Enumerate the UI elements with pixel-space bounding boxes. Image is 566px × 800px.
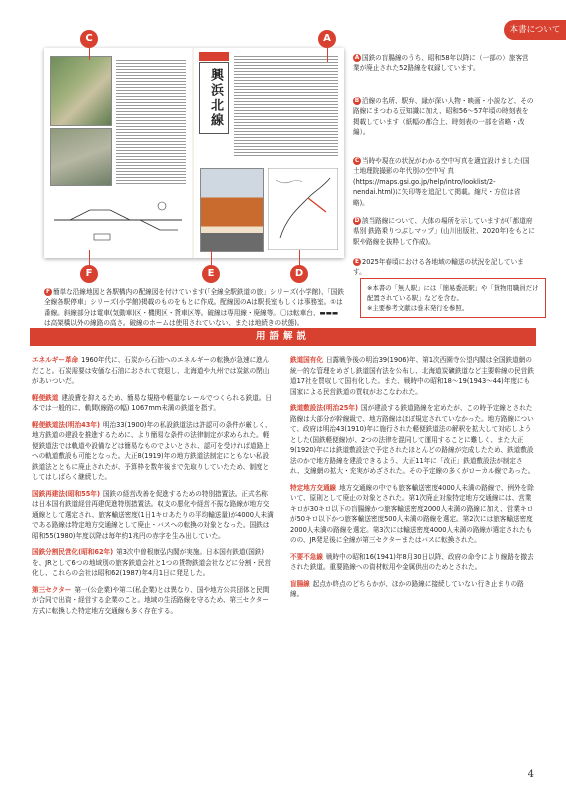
glossary-term: 特定地方交通線 — [290, 483, 337, 492]
callout-d: D — [290, 265, 308, 283]
badge-b: B — [354, 98, 360, 104]
glossary-text: 国が建設する鉄道路線を定めたが、この時予定線とされた路線は大部分が幹線級で、地方路線はほぼ規定されていなかった。地方路線について、政府は明治43(1910)年に施行された軽便鉄道法の解釈を拡大して対応しようとした(国鉄軽便線)が、2つの法律を混同して運用することに難しく、また大正9(1920)年には鉄道敷設法で予定されたほとんどの路線が完成したため、鉄道敷設法のかで地方路線を建設できるよう、大正11年に「改正」鉄道敷設法が制定され、支線網の拡大・充実がめざされた。その予定線の多くがローカル線であった。 — [290, 404, 535, 475]
glossary-entry — [290, 579, 536, 600]
note-c: C 当時や現在の状況がわかる空中写真を適宜設けました(国土地理院撮影の年代別の空中写 真(https://maps.gsi.go.jp/help/intro/looklist/2-nendai.html)に矢印等を追記して掲載。縮尺・方位は省略)。 — [353, 157, 530, 207]
note-d: D 該当路線について、大体の場所を示していますが(「都道府県別 鉄路乗りつぶしマップ」(山川出版社、2020年)をもとに駅や路線を抜粋して作成)。 — [353, 217, 536, 246]
aerial-photo-2 — [50, 128, 112, 186]
glossary-entry — [290, 403, 536, 477]
glossary-right-column — [290, 355, 536, 606]
notebox-line-2: ※主要参考文献は巻末発行を参照。 — [367, 304, 469, 312]
notebox-line-1: ※本書の「無人駅」には「簡易委託駅」や「貨物用職員だけ配置されている駅」などを含む。 — [367, 284, 539, 302]
glossary-left-column — [32, 355, 274, 622]
callout-d-line — [299, 250, 300, 265]
glossary-term: 鉄道国有化 — [290, 356, 323, 364]
glossary-term: エネルギー革命 — [32, 356, 79, 364]
glossary-text: 明治33(1900)年の私設鉄道法は許認可の条件が厳しく、地方鉄道の建設を推進するために、より簡易な条件の法律制定が求められた。軽便鉄道法では軌道や設備などは簡易なものでよいとされ、認可を受ければ道路上への軌道敷設も可能となった。大正8(1919)年の地方鉄道法制定にともない私設鉄道法とともに廃止されたが、予算枠を数年後まで先取りしていたため、制度としてはしばらく継続した。 — [32, 420, 272, 481]
track-diagram — [50, 190, 186, 250]
note-f: F 簡単な沿線地図と各駅構内の配線図を付けています(「全線全駅鉄道の旅」シリーズ(小学館)、「国鉄全線各駅停車」シリーズ(小学館)掲載のものをもとに作成。配線図のAは駅長室もしくは事務室。①は番線。斜線部分は電車(気動車)区・機関区・貨車区等。破線は専用線・廃線等。〇は転車台、▬▬▬は高架橋以外の線路の高さ。破線のホームは使用されていない、または地続きの状態)。 — [44, 288, 344, 328]
glossary-text: 建設費を抑えるため、簡易な規格や軽量なレールでつくられる鉄道。日本では一般的に、軌間(線路の幅) 1067mm未満の鉄道を指す。 — [32, 393, 272, 412]
vertical-line-title: 興浜北線 — [199, 62, 229, 134]
badge-d: D — [354, 218, 360, 224]
callout-a: A — [318, 30, 336, 48]
glossary-entry — [290, 552, 536, 573]
glossary-text: 第一(公企業)や第二(私企業)とは異なり、国や地方公共団体と民間が合同で出資・経営する企業のこと。地域の生活路線を守るため、第三セクター方式に転換した特定地方交通線も多く存在する。 — [32, 585, 270, 615]
glossary-text: 日露戦争後の明治39(1906)年、第1次西園寺公望内閣は全国鉄道網の統一的な管理をめざし鉄道国有法を公布し、北海道炭礦鉄道など主要幹線の民営鉄道17社を買収して国有化した。また、戦時中の昭和18〜19(1943〜44)年度にも国家による民営鉄道の買収がおこなわれた。 — [290, 356, 534, 396]
glossary-term: 不要不急線 — [290, 552, 323, 561]
sample-spread-figure — [44, 48, 344, 258]
supplementary-notes-box — [360, 278, 546, 318]
sample-left-page — [44, 48, 192, 258]
badge-a: A — [354, 55, 360, 61]
note-e: E 2025年春頃における各地域の輸送の状況を記しています。 — [353, 258, 524, 277]
location-map — [268, 168, 338, 250]
callout-c-line — [89, 48, 90, 60]
glossary-entry — [32, 585, 274, 617]
page-number: 4 — [527, 769, 534, 780]
note-b: B 沿線の名所、駅弁、縁が深い人物・映画・小説など、その路線にまつわる豆知識に加え、昭和56〜57年頃の時刻表を掲載しています（紙幅の都合上、時刻表の一部を省略・改編）。 — [353, 97, 534, 137]
callout-a-line — [327, 48, 328, 62]
glossary-text: 国鉄の経営改善を促進するための特別措置法。正式名称は日本国有鉄道経営再建促進特別措置法。収支の悪化や経営不振な路線が地方交通線として選定され、旅客輸送密度(1日1キロあたりの平均輸送量)が4000人未満である路線は特定地方交通線として廃止・バスへの転換の対象となった。国鉄は昭和55(1980)年度以降は毎年約1兆円の赤字を生み出していた。 — [32, 489, 274, 540]
aerial-photo-1 — [50, 56, 112, 126]
section-tab: 本書について — [504, 20, 566, 40]
glossary-term: 盲腸線 — [290, 579, 310, 588]
callout-e-line — [211, 250, 212, 265]
glossary-entry — [32, 355, 274, 387]
glossary-term: 軽便鉄道 — [32, 393, 59, 402]
glossary-text: 戦時中の昭和16(1941)年8月30日以降、政府の命令により線路を撤去された鉄道。重要路線への資材転用や金属供出のためとされた。 — [290, 552, 534, 571]
callout-c: C — [80, 30, 98, 48]
glossary-entry — [32, 420, 274, 483]
glossary-text: 起点か終点のどちらかが、ほかの路線に接続していない行き止まりの路線。 — [290, 579, 524, 598]
glossary-entry — [290, 355, 536, 397]
glossary-text: 第3次中曽根康弘内閣が実施。日本国有鉄道(国鉄)を、JRとして6つの地域別の旅客鉄道会社と1つの貨物鉄道会社などに分割・民営化し、これらの会社は昭和62(1987)年4月1日に発足した。 — [32, 548, 272, 577]
title-bar — [199, 52, 229, 61]
badge-e: E — [353, 258, 361, 266]
glossary-title: 用語解説 — [30, 328, 536, 346]
callout-f-line — [89, 250, 90, 265]
glossary-term: 第三セクター — [32, 585, 72, 594]
sample-right-page — [194, 48, 344, 258]
note-a: A 国鉄の盲腸線のうち、昭和58年以降に（一部の）旅客営業が廃止された52路線を収録しています。 — [353, 54, 529, 73]
glossary-term: 軽便鉄道法(明治43年) — [32, 420, 100, 429]
glossary-text: 1960年代に、石炭から石油へのエネルギーの転換が急速に進んだこと。石炭需要は安価な石油におされて衰退し、北海道や九州では炭鉱の閉山があいついだ。 — [32, 356, 270, 385]
glossary-entry — [290, 483, 536, 546]
glossary-entry — [32, 489, 274, 542]
callout-e: E — [202, 265, 220, 283]
glossary-term: 国鉄再建法(昭和55年) — [32, 489, 100, 498]
sample-text-block-right — [234, 54, 338, 158]
badge-f: F — [44, 288, 52, 296]
train-photo — [200, 168, 264, 252]
glossary-entry — [32, 547, 274, 579]
glossary-entry — [32, 393, 274, 414]
sample-text-block — [116, 58, 186, 184]
glossary-term: 国鉄分割民営化(昭和62年) — [32, 548, 114, 556]
glossary-text: 地方交通線の中でも旅客輸送密度4000人未満の路線で、例外を除いて、原則として廃止の対象とされた。第1次廃止対象特定地方交通線には、営業キロが30キロ以下の盲腸線かつ旅客輸送密度2000人未満の路線に加え、営業キロが50キロ以下かつ旅客輸送密度500人未満の路線を選定。第2次には旅客輸送密度2000人未満の路線を選定。第3次には輸送密度4000人未満の路線が選定されたものの、JR発足後に全線が第三セクターまたはバスに転換された。 — [290, 483, 534, 544]
callout-f: F — [80, 265, 98, 283]
glossary-term: 鉄道敷設法(明治25年) — [290, 404, 358, 412]
badge-c: C — [354, 158, 360, 164]
